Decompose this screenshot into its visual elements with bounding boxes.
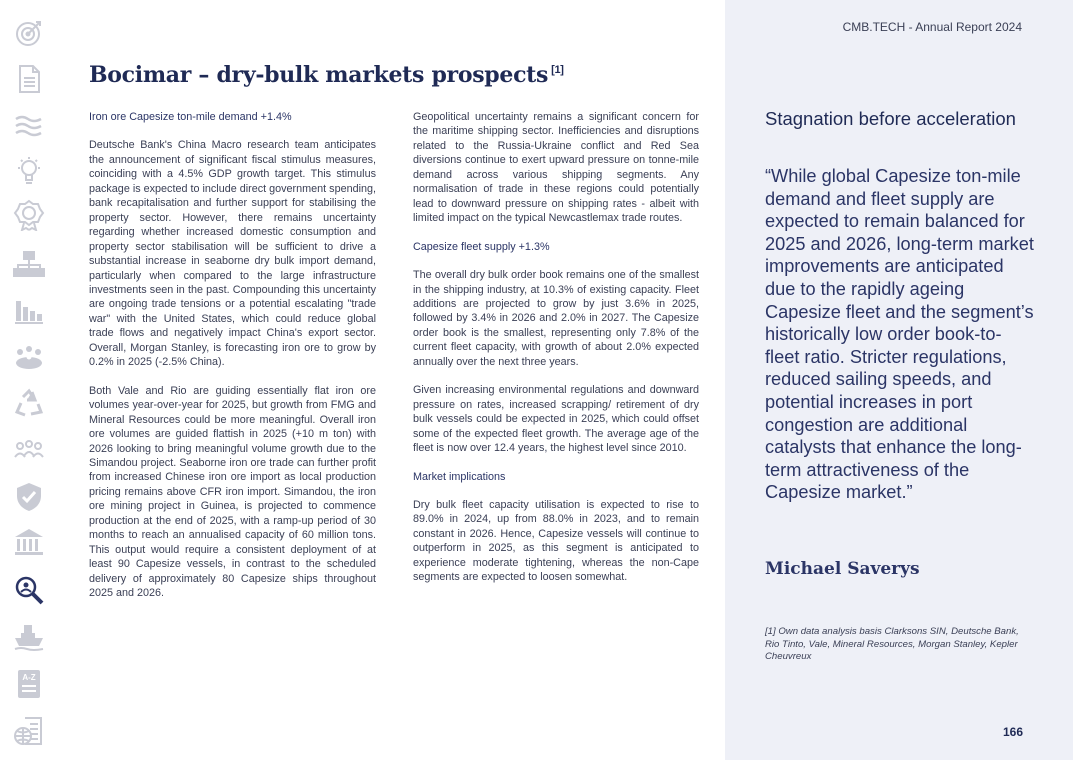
- text-column-left: [89, 110, 376, 601]
- paragraph: Geopolitical uncertainty remains a significant concern for the maritime shipping sector. Inefficiencies and disruptions related to the Russia-Ukraine conflict and Red Sea diversions continue to exert upward pressure on tonne-mile demand across various shipping segments. Any normalisation of trade in these regions could potentially lead to downward pressure on shipping rates - albeit with limited impact on the typical Newcastlemax trade routes.: [413, 111, 699, 225]
- target-icon[interactable]: [13, 17, 45, 49]
- section-heading-fleet-supply: Capesize fleet supply +1.3%: [413, 240, 550, 253]
- ship-icon[interactable]: [13, 620, 45, 652]
- paragraph: Dry bulk fleet capacity utilisation is expected to rise to 89.0% in 2024, up from 88.0% in 2023, and to remain constant in 2026. Hence, Capesize vessels will continue to outperform in 2025, as this segment is anticipated to experience moderate tightening, whereas the non-Cape segments are expected to loosen somewhat.: [413, 498, 699, 584]
- paragraph: Both Vale and Rio are guiding essentially flat iron ore volumes year-over-year for 2025, but growth from FMG and Mineral Resources could be more meaningful. Overall iron ore volumes are guided flattish in 2025 (+10 m ton) with 2026 looking to bring meaningful volume growth due to the Simandou project. Seaborne iron ore trade can further profit from increased Chinese iron ore import as local production pricing remains above CFR iron import. Simandou, the iron ore mining project in Guinea, is projected to commence production at the end of 2025, with a ramp-up period of 30 months to reach an annualised capacity of 60 million tons. This output would require a consistent deployment of at least 90 Capesize vessels, in contrast to the scheduled delivery of approximately 80 Capesize ships throughout 2025 and 2026.: [89, 384, 376, 600]
- page-title-text: Bocimar – dry-bulk markets prospects: [89, 62, 549, 88]
- quote-author: Michael Saverys: [765, 559, 920, 579]
- bar-chart-icon[interactable]: [13, 295, 45, 327]
- sidebar-nav: [0, 0, 62, 760]
- section-heading-market-implications: Market implications: [413, 470, 506, 483]
- search-icon[interactable]: [13, 574, 45, 606]
- page-number: 166: [1002, 725, 1023, 739]
- recycle-icon[interactable]: [13, 388, 45, 420]
- text-column-middle: [413, 110, 699, 585]
- section-heading-iron-ore: Iron ore Capesize ton-mile demand +1.4%: [89, 111, 292, 123]
- waves-icon[interactable]: [13, 110, 45, 142]
- footnote: [1] Own data analysis basis Clarksons SIN, Deutsche Bank, Rio Tinto, Vale, Mineral Resources, Morgan Stanley, Kepler Cheuvreux: [765, 626, 1019, 663]
- org-chart-icon[interactable]: [13, 248, 45, 280]
- paragraph: The overall dry bulk order book remains one of the smallest in the shipping industry, at 10.3% of existing capacity. Fleet additions are projected to grow by just 3.6% in 2025, followed by 3.4% in 2026 and 2.0% in 2027. The Capesize order book is the smallest, representing only 7.8% of the current fleet capacity, with growth of about 2.0% expected annually over the next three years.: [413, 269, 699, 368]
- pull-quote: “While global Capesize ton-mile demand and fleet supply are expected to remain balanced for 2025 and 2026, long-term market improvements are anticipated due to the rapidly ageing Capesize fleet and the segment’s historically low order book-to-fleet ratio. Stricter regulations, reduced sailing speeds, and potential increases in port congestion are additional catalysts that enhance the long-term attractiveness of the Capesize market.”: [765, 166, 1034, 503]
- page-title: [89, 62, 564, 88]
- globe-document-icon[interactable]: [13, 715, 45, 747]
- bank-icon[interactable]: [13, 527, 45, 559]
- paragraph: Given increasing environmental regulations and downward pressure on rates, increased scrapping/ retirement of dry bulk vessels could be expected in 2025, which could offset some of the expected fleet growth. The average age of the fleet is now over 12.4 years, the highest level since 2010.: [413, 384, 699, 455]
- document-header-label: CMB.TECH - Annual Report 2024: [842, 20, 1022, 34]
- paragraph: Deutsche Bank's China Macro research team anticipates the announcement of significant fiscal stimulus measures, coinciding with a 4.5% GDP growth target. This stimulus package is expected to include direct government spending, bank recapitalisation and further support for stabilising the property sector. However, there remains uncertainty regarding whether increased domestic consumption and property sector stabilisation will be sufficient to drive a substantial increase in seaborne dry bulk import demand, particularly when compared to the large infrastructure investments seen in the past. Compounding this uncertainty are ongoing trade tensions or a potential escalating "trade war" with the United States, which could reduce global trade flows and negatively impact China's export sector. Overall, Morgan Stanley, is forecasting iron ore to grow by 0.2% in 2025 (-2.5% China).: [89, 139, 376, 369]
- svg-text:A-Z: A-Z: [22, 673, 36, 682]
- award-badge-icon[interactable]: [13, 199, 45, 231]
- quote-heading: Stagnation before acceleration: [765, 108, 1016, 129]
- lightbulb-icon[interactable]: [13, 155, 45, 187]
- a-z-glossary-icon[interactable]: [13, 668, 45, 700]
- shield-check-icon[interactable]: [13, 481, 45, 513]
- team-meeting-icon[interactable]: [13, 341, 45, 373]
- footnote-reference[interactable]: [1]: [551, 64, 564, 76]
- document-icon[interactable]: [13, 63, 45, 95]
- people-icon[interactable]: [13, 434, 45, 466]
